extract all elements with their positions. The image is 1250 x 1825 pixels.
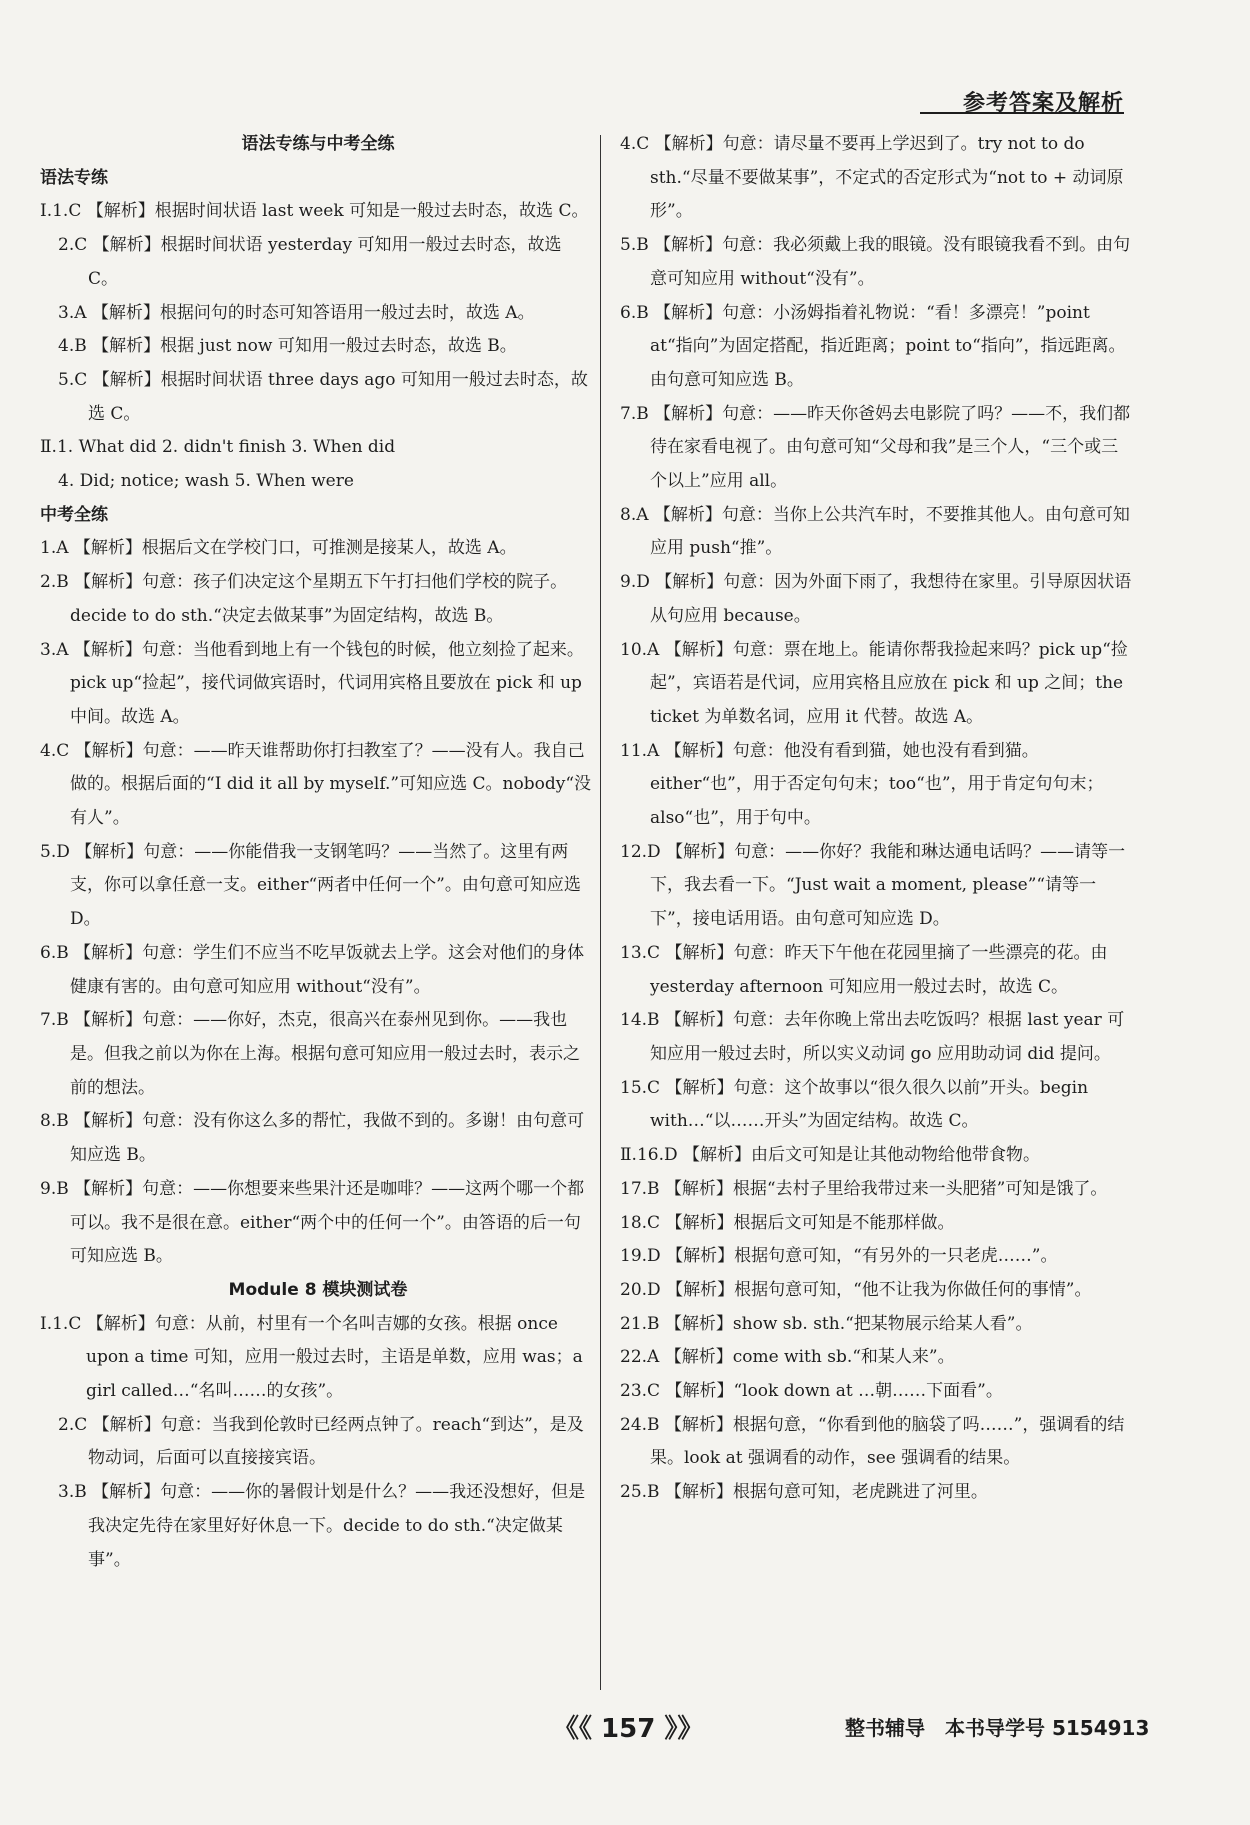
list-item: Ⅰ.1.C 【解析】句意：从前，村里有一个名叫吉娜的女孩。根据 once upon a time 可知，应用一般过去时，主语是单数，应用 was；a girl called…“名叫……的女孩”。: [40, 1313, 583, 1402]
list-item: 17.B 【解析】根据“去村子里给我带过来一头肥猪”可知是饿了。: [620, 1178, 1108, 1199]
list-item: 7.B 【解析】句意：——你好，杰克，很高兴在泰州见到你。——我也是。但我之前以为你在上海。根据句意可知应用一般过去时，表示之前的想法。: [40, 1010, 580, 1098]
page-number: 《《 157 》》: [553, 1714, 704, 1744]
list-item: 3.A 【解析】根据问句的时态可知答语用一般过去时，故选 A。: [58, 302, 535, 323]
list-item: 25.B 【解析】根据句意可知，老虎跳进了河里。: [620, 1482, 988, 1503]
module-title: Module 8 模块测试卷: [228, 1279, 408, 1300]
subsection-grammar: 语法专练: [40, 167, 108, 188]
list-item: 18.C 【解析】根据后文可知是不能那样做。: [620, 1212, 955, 1233]
list-item: 5.D 【解析】句意：——你能借我一支钢笔吗？——当然了。这里有两支，你可以拿任意一支。either“两者中任何一个”。由句意可知应选 D。: [40, 841, 581, 930]
list-item: 2.C 【解析】根据时间状语 yesterday 可知用一般过去时态，故选 C。: [58, 235, 562, 289]
list-item: 19.D 【解析】根据句意可知，“有另外的一只老虎……”。: [620, 1246, 1058, 1267]
subsection-exam: 中考全练: [40, 504, 108, 525]
list-item: 6.B 【解析】句意：学生们不应当不吃早饭就去上学。这会对他们的身体健康有害的。由句意可知应用 without“没有”。: [40, 942, 585, 997]
list-item: 1.A 【解析】根据后文在学校门口，可推测是接某人，故选 A。: [40, 538, 517, 559]
list-item: 4.C 【解析】句意：——昨天谁帮助你打扫教室了？——没有人。我自己做的。根据后面的“I did it all by myself.”可知应选 C。nobody“没有人”。: [40, 740, 592, 829]
list-item: 2.C 【解析】句意：当我到伦敦时已经两点钟了。reach“到达”，是及物动词，后面可以直接接宾语。: [58, 1414, 584, 1469]
list-item: 4.B 【解析】根据 just now 可知用一般过去时态，故选 B。: [58, 336, 517, 357]
header-title: 参考答案及解析: [962, 91, 1124, 116]
list-item: 9.D 【解析】句意：因为外面下雨了，我想待在家里。引导原因状语从句应用 because。: [620, 572, 1132, 626]
list-item: 3.A 【解析】句意：当他看到地上有一个钱包的时候，他立刻捡了起来。pick up“捡起”，接代词做宾语时，代词用宾格且要放在 pick 和 up 中间。故选 A。: [40, 639, 584, 727]
list-item: 12.D 【解析】句意：——你好？我能和琳达通电话吗？——请等一下，我去看一下。“Just wait a moment, please”“请等一下”，接电话用语。由句意可知应选 D。: [620, 841, 1126, 930]
list-item: Ⅱ.1. What did 2. didn't finish 3. When did: [40, 437, 396, 458]
column-divider: [600, 135, 601, 1690]
list-item: 15.C 【解析】句意：这个故事以“很久很久以前”开头。begin with…“以……开头”为固定结构。故选 C。: [620, 1077, 1089, 1132]
list-item: 21.B 【解析】show sb. sth.“把某物展示给某人看”。: [620, 1313, 1033, 1334]
list-item: 9.B 【解析】句意：——你想要来些果汁还是咖啡？——这两个哪一个都可以。我不是很在意。either“两个中的任何一个”。由答语的后一句可知应选 B。: [40, 1178, 585, 1267]
list-item: 23.C 【解析】“look down at …朝……下面看”。: [620, 1381, 1003, 1402]
list-item: 2.B 【解析】句意：孩子们决定这个星期五下午打扫他们学校的院子。decide to do sth.“决定去做某事”为固定结构，故选 B。: [40, 572, 568, 626]
list-item: 22.A 【解析】come with sb.“和某人来”。: [620, 1347, 955, 1368]
list-item: 5.C 【解析】根据时间状语 three days ago 可知用一般过去时态，故选 C。: [58, 369, 588, 424]
section-title: 语法专练与中考全练: [241, 134, 395, 154]
list-item: 6.B 【解析】句意：小汤姆指着礼物说：“看！多漂亮！”point at“指向”为固定搭配，指近距离；point to“指向”，指远距离。由句意可知应选 B。: [620, 302, 1126, 390]
list-item: 14.B 【解析】句意：去年你晚上常出去吃饭吗？根据 last year 可知应用一般过去时，所以实义动词 go 应用助动词 did 提问。: [620, 1010, 1125, 1064]
list-item: 5.B 【解析】句意：我必须戴上我的眼镜。没有眼镜我看不到。由句意可知应用 without“没有”。: [620, 235, 1131, 289]
list-item: 4.C 【解析】句意：请尽量不要再上学迟到了。try not to do sth.“尽量不要做某事”，不定式的否定形式为“not to + 动词原形”。: [620, 134, 1124, 222]
footer-guide-number: 整书辅导 本书导学号 5154913: [845, 1716, 1150, 1740]
left-column: [40, 128, 596, 1577]
list-item: 11.A 【解析】句意：他没有看到猫，她也没有看到猫。either“也”，用于否定句句末；too“也”，用于肯定句句末；also“也”，用于句中。: [620, 740, 1104, 829]
list-item: 10.A 【解析】句意：票在地上。能请你帮我捡起来吗？pick up“捡起”，宾语若是代词，应用宾格且应放在 pick 和 up 之间；the ticket 为单数名词，应用 it 代替。故选 A。: [620, 639, 1128, 727]
list-item: 8.A 【解析】句意：当你上公共汽车时，不要推其他人。由句意可知应用 push“推”。: [620, 504, 1130, 559]
list-item: 4. Did; notice; wash 5. When were: [58, 471, 354, 492]
list-item: Ⅰ.1.C 【解析】根据时间状语 last week 可知是一般过去时态，故选 C。: [40, 201, 589, 222]
list-item: 13.C 【解析】句意：昨天下午他在花园里摘了一些漂亮的花。由 yesterday afternoon 可知应用一般过去时，故选 C。: [620, 942, 1108, 997]
list-item: 7.B 【解析】句意：——昨天你爸妈去电影院了吗？——不，我们都待在家看电视了。由句意可知“父母和我”是三个人，“三个或三个以上”应用 all。: [620, 403, 1131, 492]
list-item: 3.B 【解析】句意：——你的暑假计划是什么？——我还没想好，但是我决定先待在家里好好休息一下。decide to do sth.“决定做某事”。: [58, 1482, 586, 1570]
right-column: [620, 128, 1134, 1510]
list-item: 20.D 【解析】根据句意可知，“他不让我为你做任何的事情”。: [620, 1279, 1092, 1300]
header-rule: [920, 112, 1124, 114]
list-item: 24.B 【解析】根据句意，“你看到他的脑袋了吗……”，强调看的结果。look at 强调看的动作，see 强调看的结果。: [620, 1414, 1125, 1469]
list-item: 8.B 【解析】句意：没有你这么多的帮忙，我做不到的。多谢！由句意可知应选 B。: [40, 1111, 585, 1166]
list-item: Ⅱ.16.D 【解析】由后文可知是让其他动物给他带食物。: [620, 1145, 1041, 1166]
